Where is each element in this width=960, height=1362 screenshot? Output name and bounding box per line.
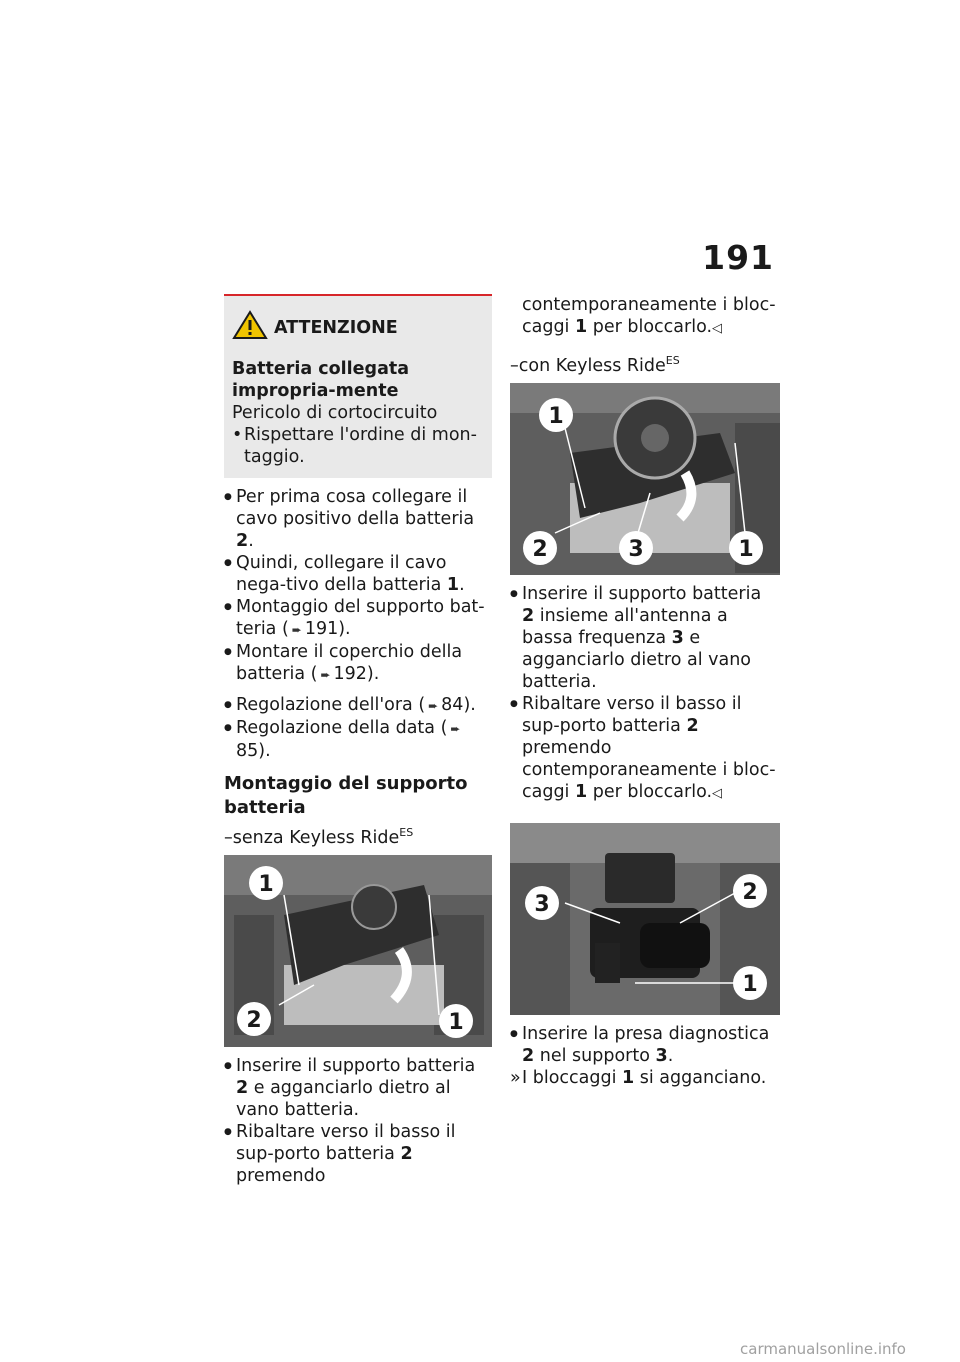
list-item: ● Regolazione della data ( ➨85). bbox=[224, 717, 492, 762]
callout-1: 1 bbox=[742, 971, 758, 997]
continuation-text: contemporaneamente i bloc-caggi 1 per bloccarlo.◁ bbox=[522, 295, 776, 337]
page-ref-arrow-icon: ➨ bbox=[320, 668, 331, 682]
figure-battery-support-without-keyless bbox=[224, 855, 492, 1047]
end-mark-icon: ◁ bbox=[712, 321, 723, 336]
result-marker-icon: » bbox=[510, 1067, 521, 1088]
callout-2: 2 bbox=[532, 536, 548, 562]
callout-2: 2 bbox=[742, 879, 758, 905]
section-heading: Montaggio del supporto batteria bbox=[224, 773, 468, 818]
page-ref-arrow-icon: ➨ bbox=[291, 623, 302, 637]
warning-box bbox=[224, 294, 492, 478]
list-item: ● Montare il coperchio della batteria ( ➨ 192). bbox=[224, 641, 492, 686]
callout-3: 3 bbox=[534, 891, 550, 917]
page-ref-link[interactable]: 85 bbox=[236, 741, 259, 761]
condition-with-keyless: –con Keyless Ride$^{ES}$ bbox=[510, 354, 680, 376]
callout-1: 1 bbox=[548, 403, 564, 429]
page-ref-link[interactable]: 191 bbox=[304, 619, 339, 639]
result-line: » I bloccaggi 1 si agganciano. bbox=[510, 1067, 767, 1088]
list-item: ● Ribaltare verso il basso il sup-porto batteria 2 premendo bbox=[224, 1121, 492, 1187]
callout-1: 1 bbox=[738, 536, 754, 562]
warning-bullets bbox=[232, 424, 484, 468]
list-item: ● Per prima cosa collegare il cavo positivo della batteria 2. bbox=[224, 486, 492, 552]
page-ref-arrow-icon: ➨ bbox=[450, 722, 461, 736]
page-ref-link[interactable]: 192 bbox=[333, 664, 367, 684]
page-ref-link[interactable]: 84 bbox=[441, 695, 464, 715]
warning-text: Pericolo di cortocircuito bbox=[232, 403, 438, 423]
warning-triangle-icon bbox=[232, 310, 268, 346]
list-item: ● Quindi, collegare il cavo nega-tivo della batteria 1. bbox=[224, 552, 492, 596]
figure-battery-support-with-keyless bbox=[510, 383, 780, 575]
warning-header bbox=[232, 310, 484, 346]
steps-without-list bbox=[224, 1055, 492, 1187]
steps-with-list bbox=[510, 583, 778, 805]
callout-2: 2 bbox=[246, 1007, 262, 1033]
page-number: 191 bbox=[702, 238, 774, 277]
callout-1: 1 bbox=[258, 871, 274, 897]
callout-1: 1 bbox=[448, 1009, 464, 1035]
list-item: ● Ribaltare verso il basso il sup-porto batteria 2 premendo contemporaneamente i bloc-caggi 1 per bloccarlo.◁ bbox=[510, 693, 778, 805]
watermark: carmanualsonline.info bbox=[740, 1340, 906, 1358]
warning-title: ATTENZIONE bbox=[274, 318, 398, 338]
list-item: ● Inserire il supporto batteria 2 e agganciarlo dietro al vano batteria. bbox=[224, 1055, 492, 1121]
steps-top-list bbox=[224, 486, 492, 686]
end-mark-icon: ◁ bbox=[712, 785, 723, 801]
steps-diag-list bbox=[510, 1023, 778, 1067]
list-item: ● Inserire la presa diagnostica 2 nel supporto 3. bbox=[510, 1023, 778, 1067]
warning-bullet: • Rispettare l'ordine di mon-taggio. bbox=[232, 424, 484, 468]
callout-3: 3 bbox=[628, 536, 644, 562]
column-right bbox=[510, 294, 778, 1089]
list-item: ● Inserire il supporto batteria 2 insieme all'antenna a bassa frequenza 3 e agganciarlo dietro al vano batteria. bbox=[510, 583, 778, 693]
list-item: ● Regolazione dell'ora ( ➨ 84). bbox=[224, 694, 492, 717]
steps-time-list bbox=[224, 694, 492, 762]
warning-subtitle: Batteria collegata impropria-mente bbox=[232, 359, 410, 401]
page-ref-arrow-icon: ➨ bbox=[428, 699, 439, 713]
list-item: ● Montaggio del supporto bat-teria ( ➨ 191). bbox=[224, 596, 492, 641]
condition-without-keyless: –senza Keyless Ride$^{ES}$ bbox=[224, 826, 414, 848]
figure-diagnostic-socket bbox=[510, 823, 780, 1015]
column-left bbox=[224, 294, 492, 1187]
